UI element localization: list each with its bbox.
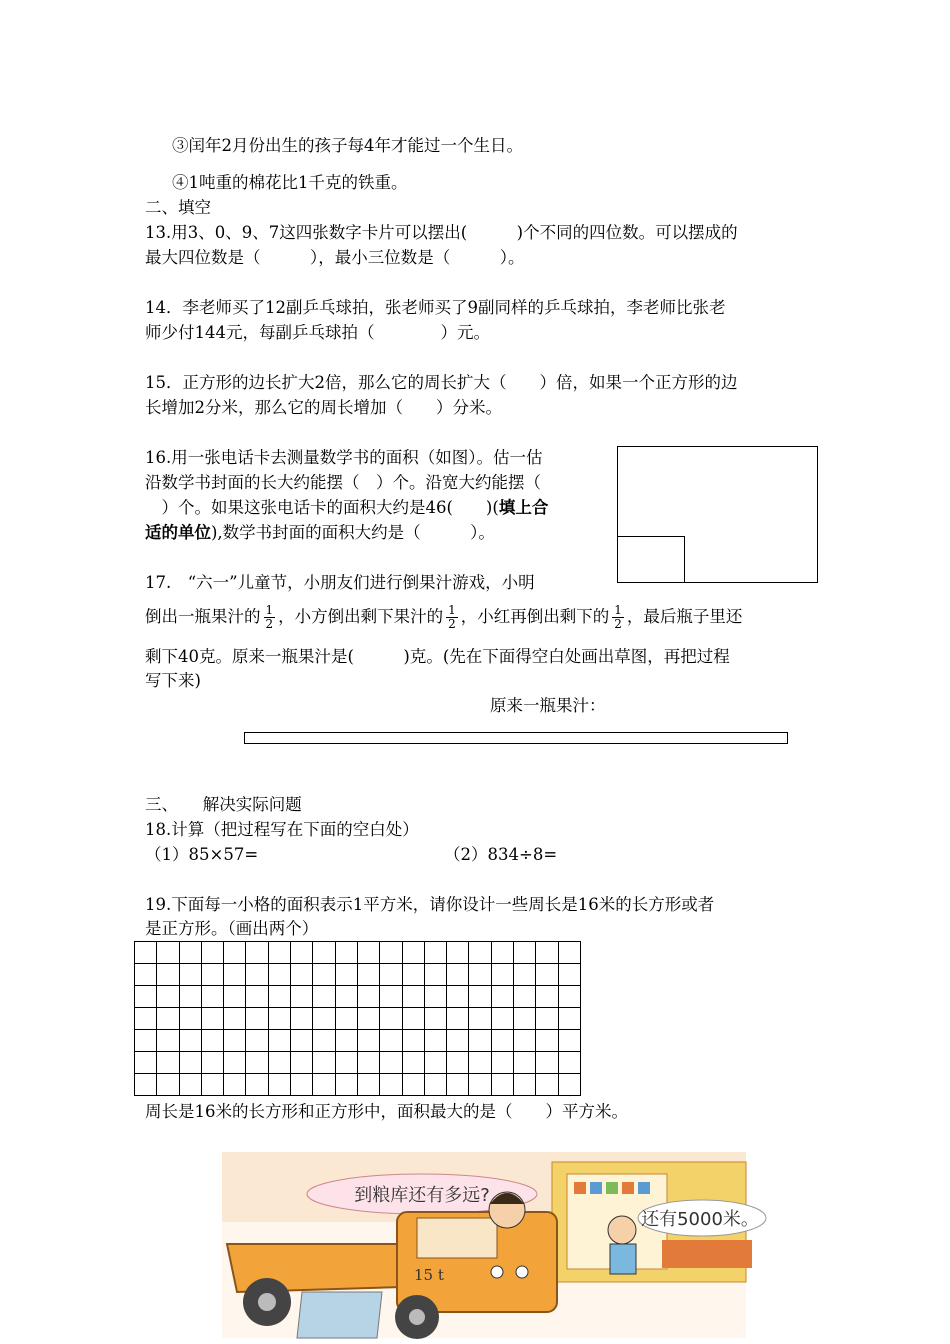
grid-cell[interactable] [536,1074,558,1096]
grid-cell[interactable] [157,1074,179,1096]
q16-line2: 沿数学书封面的长大约能摆（ ）个。沿宽大约能摆（ [145,473,541,492]
q14-line2: 师少付144元，每副乒乓球拍（ ）元。 [145,323,490,342]
q17-text-d: ，最后瓶子里还 [626,607,743,626]
grid-cell[interactable] [514,964,536,986]
grid-cell[interactable] [491,1052,513,1074]
grid-cell[interactable] [246,942,268,964]
grid-cell[interactable] [536,1052,558,1074]
q18-heading: 18.计算（把过程写在下面的空白处） [145,820,419,839]
truck-illustration [222,1152,759,1338]
grid-cell[interactable] [268,1074,290,1096]
grid-cell[interactable] [179,1052,201,1074]
grid-cell[interactable] [313,1074,335,1096]
grid-cell[interactable] [424,1052,446,1074]
q14-line1: 14．李老师买了12副乒乓球拍，张老师买了9副同样的乒乓球拍，李老师比张老 [145,298,726,317]
grid-cell[interactable] [491,1074,513,1096]
grid-cell[interactable] [268,1008,290,1030]
grid-cell[interactable] [447,986,469,1008]
grid-cell[interactable] [514,942,536,964]
grid-cell[interactable] [268,986,290,1008]
grid-cell[interactable] [558,1030,580,1052]
grid-cell[interactable] [268,942,290,964]
grid-cell[interactable] [357,964,379,986]
q16-line3 [145,496,548,520]
grid-cell[interactable] [157,1030,179,1052]
grid-cell[interactable] [447,942,469,964]
grid-cell[interactable] [469,986,491,1008]
grid-cell[interactable] [313,1052,335,1074]
grid-cell[interactable] [246,1030,268,1052]
grid-cell[interactable] [514,1074,536,1096]
q16-line4-bold: 适的单位 [145,523,211,542]
grid-cell[interactable] [402,1030,424,1052]
q13-line2: 最大四位数是（ ），最小三位数是（ ）。 [145,248,525,267]
grid-cell[interactable] [558,986,580,1008]
grid-cell[interactable] [536,1008,558,1030]
grid-cell[interactable] [135,964,157,986]
grid-cell[interactable] [357,1030,379,1052]
grid-cell[interactable] [424,1030,446,1052]
grid-cell[interactable] [224,986,246,1008]
grid-cell[interactable] [424,986,446,1008]
grid-cell[interactable] [246,1052,268,1074]
q16-line3-text: ）个。如果这张电话卡的面积大约是46( )( [145,498,499,517]
grid-cell[interactable] [201,964,223,986]
grid-cell[interactable] [536,964,558,986]
grid-cell[interactable] [335,964,357,986]
grid-cell[interactable] [558,942,580,964]
grid-cell[interactable] [380,964,402,986]
grid-cell[interactable] [246,1074,268,1096]
grid-cell[interactable] [424,1074,446,1096]
grid-cell[interactable] [291,942,313,964]
grid-cell[interactable] [157,1052,179,1074]
section-3-heading: 三、 解决实际问题 [145,795,302,814]
grid-cell[interactable] [201,986,223,1008]
grid-cell[interactable] [135,1008,157,1030]
grid-cell[interactable] [291,1052,313,1074]
grid-cell[interactable] [469,1030,491,1052]
grid-cell[interactable] [246,986,268,1008]
grid-cell[interactable] [313,1030,335,1052]
fraction-half-3: $\frac{1}{2}$ [614,603,622,631]
grid-cell[interactable] [514,1030,536,1052]
grid-cell[interactable] [380,1008,402,1030]
grid-cell[interactable] [536,1030,558,1052]
fraction-half-1: $\frac{1}{2}$ [265,603,274,631]
grid-cell[interactable] [135,986,157,1008]
grid-cell[interactable] [335,1052,357,1074]
q17-text-c: ，小红再倒出剩下的 [460,607,610,626]
grid-cell[interactable] [335,986,357,1008]
grid-cell[interactable] [291,986,313,1008]
phone-card-diagram [617,536,685,583]
grid-cell[interactable] [135,1052,157,1074]
grid-cell[interactable] [558,964,580,986]
grid-cell[interactable] [135,942,157,964]
grid-cell[interactable] [224,1030,246,1052]
q15-line1: 15．正方形的边长扩大2倍，那么它的周长扩大（ ）倍，如果一个正方形的边 [145,373,738,392]
grid-cell[interactable] [201,1052,223,1074]
grid-cell[interactable] [268,1052,290,1074]
grid-cell[interactable] [179,1030,201,1052]
grid-cell[interactable] [135,1030,157,1052]
grid-cell[interactable] [157,942,179,964]
q17-line2 [145,600,742,634]
grid-cell[interactable] [447,1008,469,1030]
grid-cell[interactable] [402,964,424,986]
grid-cell[interactable] [380,986,402,1008]
grid-cell[interactable] [447,1052,469,1074]
q17-text-a: 倒出一瓶果汁的 [145,607,261,626]
grid-cell[interactable] [380,1030,402,1052]
grid-cell[interactable] [514,986,536,1008]
grid-cell[interactable] [380,1074,402,1096]
grid-cell[interactable] [424,1008,446,1030]
q16-line3-bold: 填上合 [498,498,549,517]
grid-cell[interactable] [402,986,424,1008]
grid-cell[interactable] [157,986,179,1008]
grid-cell[interactable] [268,964,290,986]
q13-line1: 13.用3、0、9、7这四张数字卡片可以摆出( )个不同的四位数。可以摆成的 [145,223,738,242]
grid-cell[interactable] [179,1074,201,1096]
grid-cell[interactable] [402,1074,424,1096]
grid-cell[interactable] [224,1052,246,1074]
grid-cell[interactable] [380,1052,402,1074]
speech-bubble-1-text: 到粮库还有多远? [354,1185,490,1206]
grid-cell[interactable] [536,986,558,1008]
q19-line2: 是正方形。（画出两个） [145,919,319,938]
q17-line3: 剩下40克。原来一瓶果汁是( )克。(先在下面得空白处画出草图，再把过程 [145,647,730,666]
grid-cell[interactable] [224,1074,246,1096]
grid-cell[interactable] [491,986,513,1008]
grid-cell[interactable] [402,1052,424,1074]
truck-label: 15 t [414,1266,444,1284]
grid-cell[interactable] [135,1074,157,1096]
grid-cell[interactable] [224,1008,246,1030]
grid-cell[interactable] [224,942,246,964]
grid-cell[interactable] [447,1074,469,1096]
grid-cell[interactable] [313,986,335,1008]
grid-cell[interactable] [558,1074,580,1096]
grid-cell[interactable] [313,1008,335,1030]
grid-cell[interactable] [179,964,201,986]
grid-cell[interactable] [469,1052,491,1074]
boy-body [610,1244,636,1274]
grid-cell[interactable] [201,1008,223,1030]
grid-cell[interactable] [201,1074,223,1096]
grid-cell[interactable] [335,1074,357,1096]
grid-cell[interactable] [357,1052,379,1074]
grid-cell[interactable] [402,942,424,964]
grid-cell[interactable] [357,942,379,964]
grid-cell[interactable] [514,1052,536,1074]
q18-item-1: （1）85×57= [145,845,259,864]
grid-cell[interactable] [424,942,446,964]
grid-cell[interactable] [469,1008,491,1030]
grid-cell[interactable] [558,1008,580,1030]
grid-cell[interactable] [291,1030,313,1052]
grid-cell[interactable] [402,1008,424,1030]
q16-line4-text: ),数学书封面的面积大约是（ ）。 [211,523,495,542]
grid-cell[interactable] [157,964,179,986]
q17-line1: 17. “六一”儿童节，小朋友们进行倒果汁游戏，小明 [145,573,535,592]
grid-cell[interactable] [313,942,335,964]
grid-cell[interactable] [335,1030,357,1052]
grid-cell[interactable] [357,1008,379,1030]
q19-line1: 19.下面每一小格的面积表示1平方米，请你设计一些周长是16米的长方形或者 [145,895,715,914]
grid-cell[interactable] [424,964,446,986]
grid-cell[interactable] [179,986,201,1008]
juice-bar [244,732,788,744]
area-grid[interactable] [134,941,581,1096]
grid-cell[interactable] [201,1030,223,1052]
grid-cell[interactable] [491,964,513,986]
grid-cell[interactable] [291,1008,313,1030]
grid-cell[interactable] [469,1074,491,1096]
q17-line4: 写下来) [145,671,201,690]
grid-cell[interactable] [291,964,313,986]
grid-cell[interactable] [224,964,246,986]
q18-item-2: （2）834÷8= [444,845,558,864]
grid-cell[interactable] [246,1008,268,1030]
grid-cell[interactable] [469,942,491,964]
juice-bar-label: 原来一瓶果汁： [490,696,606,715]
grid-cell[interactable] [291,1074,313,1096]
grid-cell[interactable] [357,1074,379,1096]
grid-cell[interactable] [357,986,379,1008]
grid-cell[interactable] [268,1030,290,1052]
grid-cell[interactable] [335,942,357,964]
grid-cell[interactable] [179,942,201,964]
grid-cell[interactable] [157,1008,179,1030]
q15-line2: 长增加2分米，那么它的周长增加（ ）分米。 [145,398,502,417]
q16-line1: 16.用一张电话卡去测量数学书的面积（如图）。估一估 [145,448,543,467]
grid-cell[interactable] [447,1030,469,1052]
section-2-heading: 二、填空 [145,198,211,217]
grid-cell[interactable] [491,942,513,964]
grid-cell[interactable] [201,942,223,964]
grid-cell[interactable] [491,1030,513,1052]
grid-cell[interactable] [335,1008,357,1030]
grid-cell[interactable] [558,1052,580,1074]
q16-line4 [145,521,495,545]
grid-cell[interactable] [380,942,402,964]
grid-cell[interactable] [491,1008,513,1030]
fraction-half-2: $\frac{1}{2}$ [448,603,456,631]
grid-cell[interactable] [246,964,268,986]
q17-text-b: ，小方倒出剩下果汁的 [278,607,444,626]
q19-answer-line: 周长是16米的长方形和正方形中，面积最大的是（ ）平方米。 [145,1102,628,1121]
grid-cell[interactable] [447,964,469,986]
speech-bubble-2-text: 还有5000米。 [641,1209,759,1230]
boy-head [608,1216,636,1244]
statement-4: ④1吨重的棉花比1千克的铁重。 [172,173,408,192]
statement-3: ③闰年2月份出生的孩子每4年才能过一个生日。 [172,136,523,155]
grid-cell[interactable] [313,964,335,986]
grid-cell[interactable] [536,942,558,964]
grid-cell[interactable] [514,1008,536,1030]
grid-cell[interactable] [469,964,491,986]
grid-cell[interactable] [179,1008,201,1030]
